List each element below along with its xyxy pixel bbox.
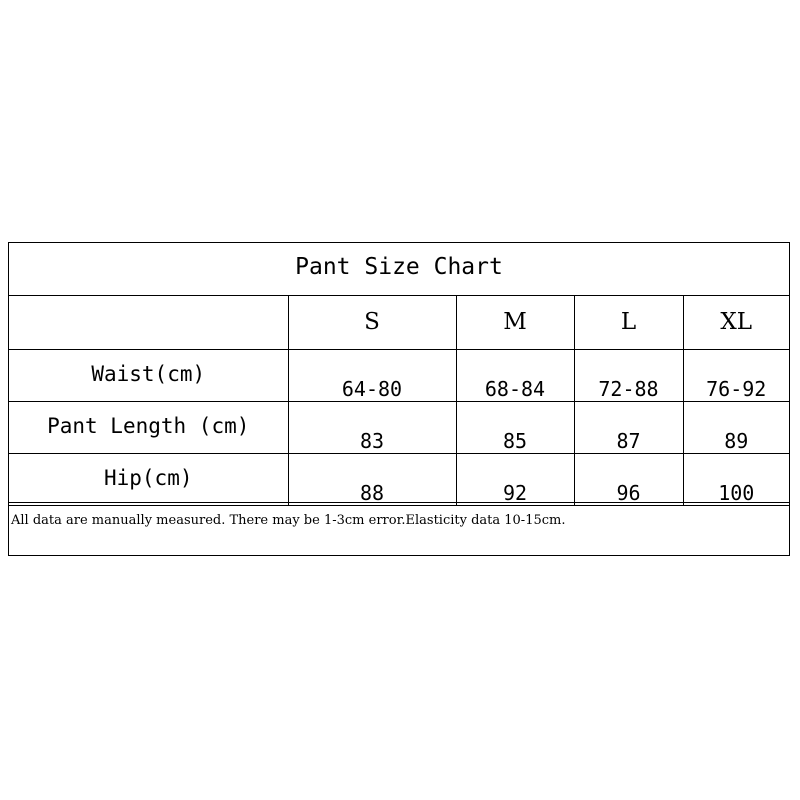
size-header-row — [9, 296, 789, 349]
hip-value-l: 96 — [574, 453, 683, 505]
pant-length-value-s: 83 — [288, 401, 456, 453]
size-header-m: M — [456, 296, 574, 349]
waist-value-xl: 76-92 — [683, 349, 789, 401]
size-grid — [9, 296, 789, 506]
measurement-note: All data are manually measured. There may be 1-3cm error.Elasticity data 10-15cm. — [9, 502, 789, 555]
size-header-l: L — [574, 296, 683, 349]
size-chart-table — [8, 242, 790, 556]
pant-length-value-l: 87 — [574, 401, 683, 453]
header-empty-cell — [9, 296, 288, 349]
size-header-xl: XL — [683, 296, 789, 349]
row-label-pant-length: Pant Length (cm) — [9, 401, 288, 453]
hip-value-m: 92 — [456, 453, 574, 505]
pant-length-value-m: 85 — [456, 401, 574, 453]
chart-title: Pant Size Chart — [9, 243, 789, 296]
pant-length-value-xl: 89 — [683, 401, 789, 453]
waist-value-s: 64-80 — [288, 349, 456, 401]
waist-value-m: 68-84 — [456, 349, 574, 401]
row-label-hip: Hip(cm) — [9, 453, 288, 505]
row-label-waist: Waist(cm) — [9, 349, 288, 401]
hip-value-s: 88 — [288, 453, 456, 505]
waist-row — [9, 349, 789, 401]
hip-row — [9, 453, 789, 505]
waist-value-l: 72-88 — [574, 349, 683, 401]
size-header-s: S — [288, 296, 456, 349]
pant-length-row — [9, 401, 789, 453]
hip-value-xl: 100 — [683, 453, 789, 505]
